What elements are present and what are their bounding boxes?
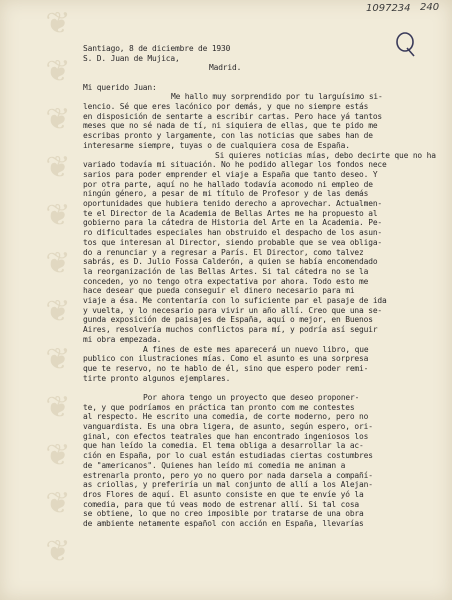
- recipient-line: S. D. Juan de Mujica,: [83, 53, 180, 63]
- text-line: hace desear que pueda conseguir el dinero necesario para mi: [83, 286, 355, 296]
- salutation: Mi querido Juan:: [83, 82, 157, 92]
- text-line: te, y que podríamos en práctica tan pronto com me contestes: [83, 402, 355, 412]
- text-line: gobierno para la cátedra de Historia del Arte en la Academia. Pe-: [83, 218, 383, 228]
- text-line: interesarme siempre, tuyas o de cualquiera cosa de España.: [83, 140, 350, 150]
- text-line: Por ahora tengo un proyecto que deseo proponer-: [143, 392, 360, 402]
- text-line: te el Director de la Academia de Bellas Artes me ha propuesto al: [83, 208, 378, 218]
- text-line: viaje a ésa. Me contentaría con lo suficiente par el pasaje de ida: [83, 296, 387, 306]
- text-line: do a renunciar y a regresar a París. El Director, como talvez: [83, 247, 364, 257]
- city-line: Madrid.: [209, 63, 242, 73]
- text-line: sarios para poder emprender el viaje a España que tanto deseo. Y: [83, 169, 378, 179]
- text-line: dros Flores de aquí. El asunto consiste en que te envíe yó la: [83, 489, 364, 499]
- text-line: la reorganización de las Bellas Artes. Si tal cátedra no se la: [83, 266, 369, 276]
- text-line: por otra parte, aquí no he hallado todavía acomodo ni empleo de: [83, 179, 373, 189]
- watermark-pattern: ❦ ❦ ❦ ❦ ❦ ❦ ❦ ❦ ❦ ❦ ❦ ❦: [45, 6, 71, 569]
- text-line: vanguardista. Es una obra ligera, de asunto, según espero, ori-: [83, 422, 373, 432]
- text-line: variado todavía mi situación. No he podido allegar los fondos nece: [83, 160, 387, 170]
- text-line: que te reservo, no te hablo de él, sino que espero poder remi-: [83, 364, 369, 373]
- text-line: conceden, yo no tengo otra expectativa por ahora. Todo esto me: [83, 276, 369, 286]
- catalog-number: 1097234: [366, 3, 411, 14]
- paragraph-2: [83, 345, 441, 384]
- text-line: publico con ilustraciones mías. Como el asunto es una sorpresa: [83, 354, 369, 364]
- text-line: gunda exposición de paisajes de España, aquí o mejor, en Buenos: [83, 315, 373, 325]
- paragraph-1: [83, 92, 441, 344]
- date-line: Santiago, 8 de diciembre de 1930: [83, 44, 231, 53]
- text-line: en disposición de sentarte a escribir cartas. Pero hace yá tantos: [83, 111, 383, 121]
- text-line: al respecto. He escrito una comedia, de corte moderno, pero no: [83, 412, 369, 422]
- letter-body: [83, 44, 441, 529]
- text-line: ginal, con efectos teatrales que han encontrado ingeniosos los: [83, 431, 369, 441]
- text-line: escribas pronto y largamente, con las noticias que sabes han de: [83, 131, 373, 141]
- text-line: ningún género, a pesar de mi título de Profesor y de las demás: [83, 189, 369, 199]
- text-line: A fines de este mes aparecerá un nuevo libro, que: [143, 344, 369, 354]
- text-line: de ambiente netamente español con acción en España, llevarías: [83, 519, 364, 529]
- text-line: meses que no sé nada de tí, ni siquiera de ellas, que te pido me: [83, 121, 378, 131]
- text-line: de "americanos". Quienes han leído mi comedia me animan a: [83, 460, 346, 470]
- text-line: se obtiene, lo que no creo imposible por tratarse de una obra: [83, 509, 364, 519]
- text-line: estrenarla pronto, pero yo no quero por nada darsela a compañí-: [83, 470, 373, 480]
- text-line: oportunidades que hubiera tenido derecho a aprovechar. Actualmen-: [83, 199, 383, 209]
- page-number: 240: [420, 2, 440, 13]
- text-line: Me hallo muy sorprendido por tu larguísimo si-: [171, 92, 383, 102]
- text-line: lencio. Sé que eres lacónico por demás, y que no siempre estás: [83, 102, 369, 112]
- text-line: as criollas, y preferiría un mal conjunto de allí a los Alejan-: [83, 480, 373, 490]
- text-line: ción en España, por lo cual están estudiadas ciertas costumbres: [83, 451, 373, 461]
- text-line: y vuelta, y lo necesario para vivir un año allí. Creo que una se-: [83, 305, 383, 315]
- text-line: tos que interesan al Director, siendo probable que se vea obliga-: [83, 237, 383, 247]
- text-line: mi obra empezada.: [83, 334, 162, 344]
- text-line: Aires, resolvería muchos conflictos para mí, y podría así seguir: [83, 325, 378, 335]
- paragraph-3: [83, 393, 441, 529]
- text-line: Si quieres noticias mías, debo decirte que no ha: [215, 150, 436, 160]
- text-line: tirte pronto algunos ejemplares.: [83, 373, 231, 383]
- text-line: que han leído la comedia. El tema obliga a desarrollar la ac-: [83, 441, 364, 451]
- text-line: ro dificultades especiales han obstruido el despacho de los asun-: [83, 228, 383, 238]
- text-line: comedia, para que tú veas modo de estrenar allí. Si tal cosa: [83, 499, 360, 509]
- text-line: sabrás, es D. Julio Fossa Calderón, a quien se había encomendado: [83, 257, 378, 267]
